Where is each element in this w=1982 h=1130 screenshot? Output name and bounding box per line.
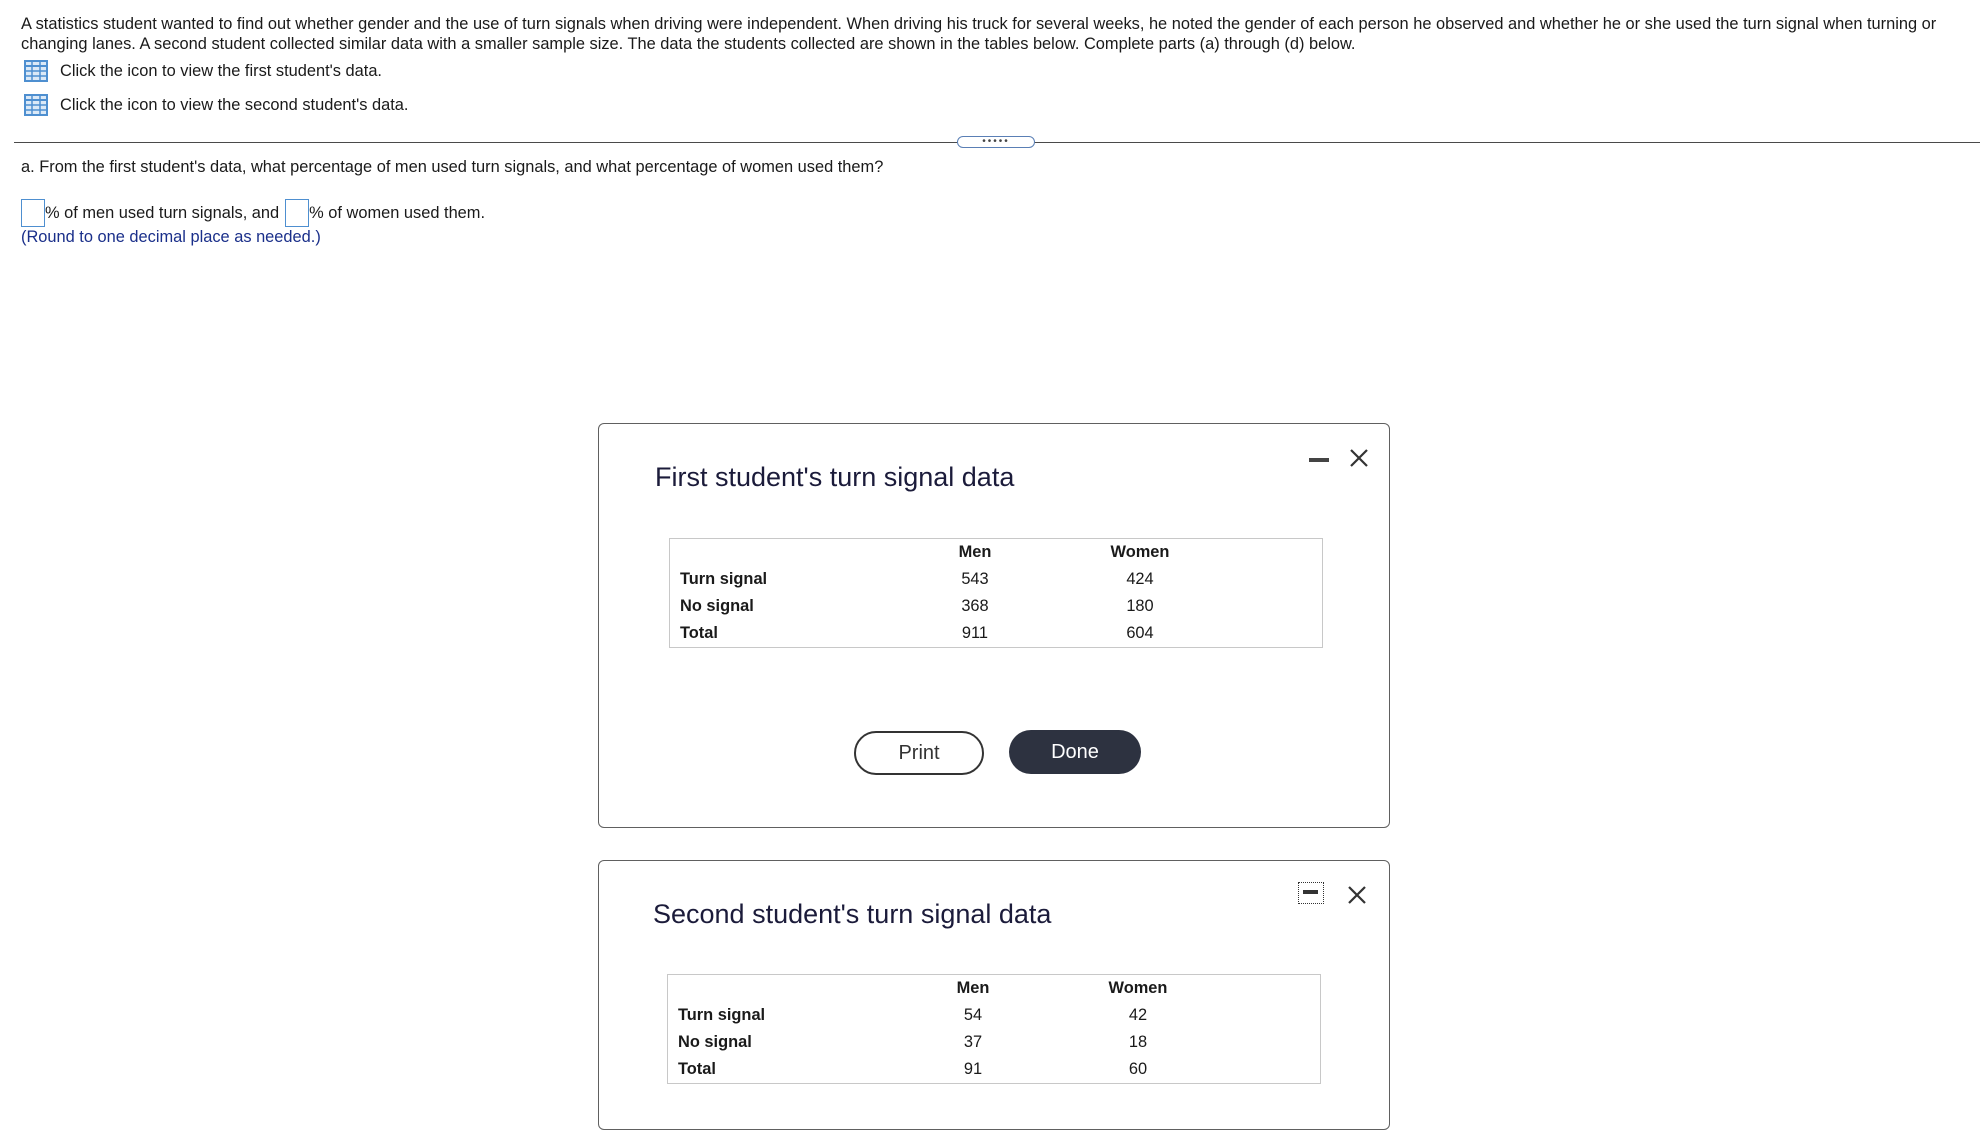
- table-row: [668, 1056, 1320, 1083]
- second-data-dialog: [598, 860, 1390, 1130]
- table-grid-icon[interactable]: [24, 94, 48, 116]
- second-data-link[interactable]: [24, 94, 408, 116]
- second-data-link-text: Click the icon to view the second student's data.: [60, 95, 409, 114]
- row-label: Total: [678, 1060, 716, 1078]
- problem-intro: A statistics student wanted to find out whether gender and the use of turn signals when driving were independent. When driving his truck for several weeks, he noted the gender of each person he observed and whether he or she used the turn signal when turning or changing lanes. A second student collected similar data with a smaller sample size. The data the students collected are shown in the tables below. Complete parts (a) through (d) below.: [21, 15, 1937, 53]
- table-cell: 18: [1128, 1033, 1148, 1051]
- minimize-icon[interactable]: [1309, 458, 1329, 462]
- row-label: No signal: [678, 1033, 752, 1051]
- row-label: Turn signal: [680, 570, 768, 588]
- column-header: Men: [956, 979, 990, 997]
- men-percent-input[interactable]: [21, 199, 45, 227]
- first-data-link[interactable]: [24, 60, 382, 82]
- column-header: Women: [1110, 543, 1170, 561]
- table-cell: 91: [963, 1060, 983, 1078]
- answer-line: [21, 199, 485, 227]
- table-cell: 604: [1126, 624, 1154, 642]
- data-table: [669, 538, 1323, 648]
- answer-text-men: % of men used turn signals, and: [45, 203, 280, 222]
- data-table: [667, 974, 1321, 1084]
- table-cell: 42: [1128, 1006, 1148, 1024]
- minimize-icon[interactable]: [1298, 882, 1324, 904]
- table-row: [670, 566, 1322, 593]
- column-header: Men: [958, 543, 992, 561]
- table-cell: 60: [1128, 1060, 1148, 1078]
- table-row: [670, 620, 1322, 647]
- table-cell: 543: [961, 570, 989, 588]
- ellipsis-icon: •••••: [982, 136, 1010, 147]
- table-cell: 54: [963, 1006, 983, 1024]
- print-button[interactable]: Print: [854, 731, 984, 775]
- close-icon[interactable]: [1346, 884, 1368, 906]
- rounding-hint: (Round to one decimal place as needed.): [21, 228, 321, 246]
- table-row: [670, 593, 1322, 620]
- row-label: Total: [680, 624, 718, 642]
- done-button[interactable]: Done: [1009, 730, 1141, 774]
- table-grid-icon[interactable]: [24, 60, 48, 82]
- column-header: Women: [1108, 979, 1168, 997]
- table-cell: 37: [963, 1033, 983, 1051]
- dialog-title: Second student's turn signal data: [653, 899, 1052, 929]
- table-row: [668, 1029, 1320, 1056]
- question-a: a. From the first student's data, what percentage of men used turn signals, and what percentage of women used them?: [21, 158, 884, 176]
- women-percent-input[interactable]: [285, 199, 309, 227]
- table-cell: 180: [1126, 597, 1154, 615]
- table-cell: 911: [961, 624, 989, 642]
- first-data-link-text: Click the icon to view the first student's data.: [60, 61, 382, 80]
- table-row: [668, 1002, 1320, 1029]
- answer-text-women: % of women used them.: [309, 203, 486, 222]
- header-blank: [670, 539, 890, 566]
- first-data-dialog: [598, 423, 1390, 828]
- dialog-title: First student's turn signal data: [655, 462, 1015, 492]
- collapse-handle[interactable]: [957, 136, 1035, 148]
- header-blank: [668, 975, 888, 1002]
- close-icon[interactable]: [1348, 447, 1370, 469]
- row-label: No signal: [680, 597, 754, 615]
- table-cell: 368: [961, 597, 989, 615]
- row-label: Turn signal: [678, 1006, 766, 1024]
- table-cell: 424: [1126, 570, 1154, 588]
